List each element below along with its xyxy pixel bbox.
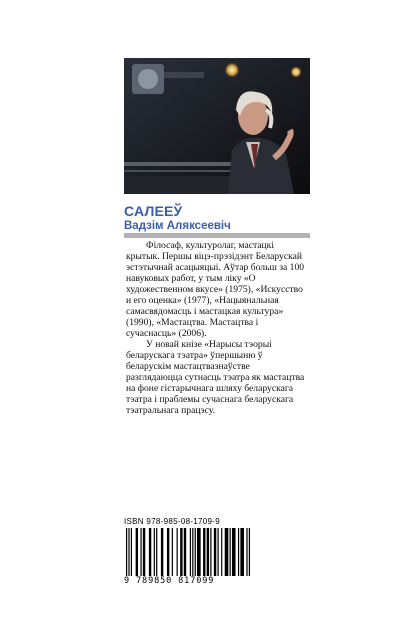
barcode-bar [190,528,191,576]
bio-paragraph-1: Філосаф, культуролаг, мастацкі крытык. Першы віцэ-прэзідэнт Беларускай эстэтычнай асацыяцыі. Аўтар больш за 100 навуковых работ, у тым ліку «О художественном вкусе» (1975), «Искусство и его оценка» (1977), «Нацыянальная самасвядомасць і мастацкая культура» (1990), «Мастацтва. Мастацтва і сучаснасць» (2006). [126,240,305,339]
barcode-bar [232,528,236,576]
barcode-bar [128,528,129,576]
author-underline-rule [124,233,310,238]
author-photo [124,58,310,194]
barcode-bar [218,528,219,576]
author-name-block [124,204,310,233]
author-surname: САЛЕЕЎ [124,203,183,219]
barcode-bar [136,528,138,576]
barcode-bar [167,528,169,576]
barcode-bar [143,528,145,576]
barcode-bar [210,528,211,576]
barcode-bar [230,528,231,576]
author-portrait-image [124,58,310,194]
barcode-bar [225,528,229,576]
barcode-bar [214,528,216,576]
barcode-bar [221,528,222,576]
barcode-bar [238,528,239,576]
barcode-bar [126,528,127,576]
isbn-block [124,517,252,586]
barcode-bar [177,528,178,576]
author-given-names: Вадзім Аляксеевіч [124,220,231,232]
barcode-bar [172,528,173,576]
isbn-label: ISBN 978-985-08-1709-9 [124,517,220,526]
barcode-bar [246,528,247,576]
barcode-icon [124,528,252,576]
bio-paragraph-2: У новай кнізе «Нарысы тэорыі беларускага тэатра» ўпершыню ў беларускім мастацтвазнаўстве разглядаюцца сутнасць тэатра як мастацтва на фоне гістарычнага шляху беларускага тэатра і праблемы сучаснага беларускага тэатральнага працэсу. [126,339,305,416]
barcode-bar [131,528,132,576]
barcode-bar [197,528,201,576]
barcode-bar [192,528,193,576]
barcode-bar [140,528,141,576]
author-bio [126,240,308,416]
barcode-bar [203,528,205,576]
barcode-bar [161,528,163,576]
barcode-bar [240,528,244,576]
barcode-bar [195,528,196,576]
barcode-bar [207,528,209,576]
barcode-bar [156,528,157,576]
barcode-bar [149,528,151,576]
barcode-bar [184,528,186,576]
barcode-bar [180,528,182,576]
barcode-digits: 9 789850 817099 [124,576,215,586]
barcode-bar [249,528,250,576]
barcode-bar [154,528,155,576]
